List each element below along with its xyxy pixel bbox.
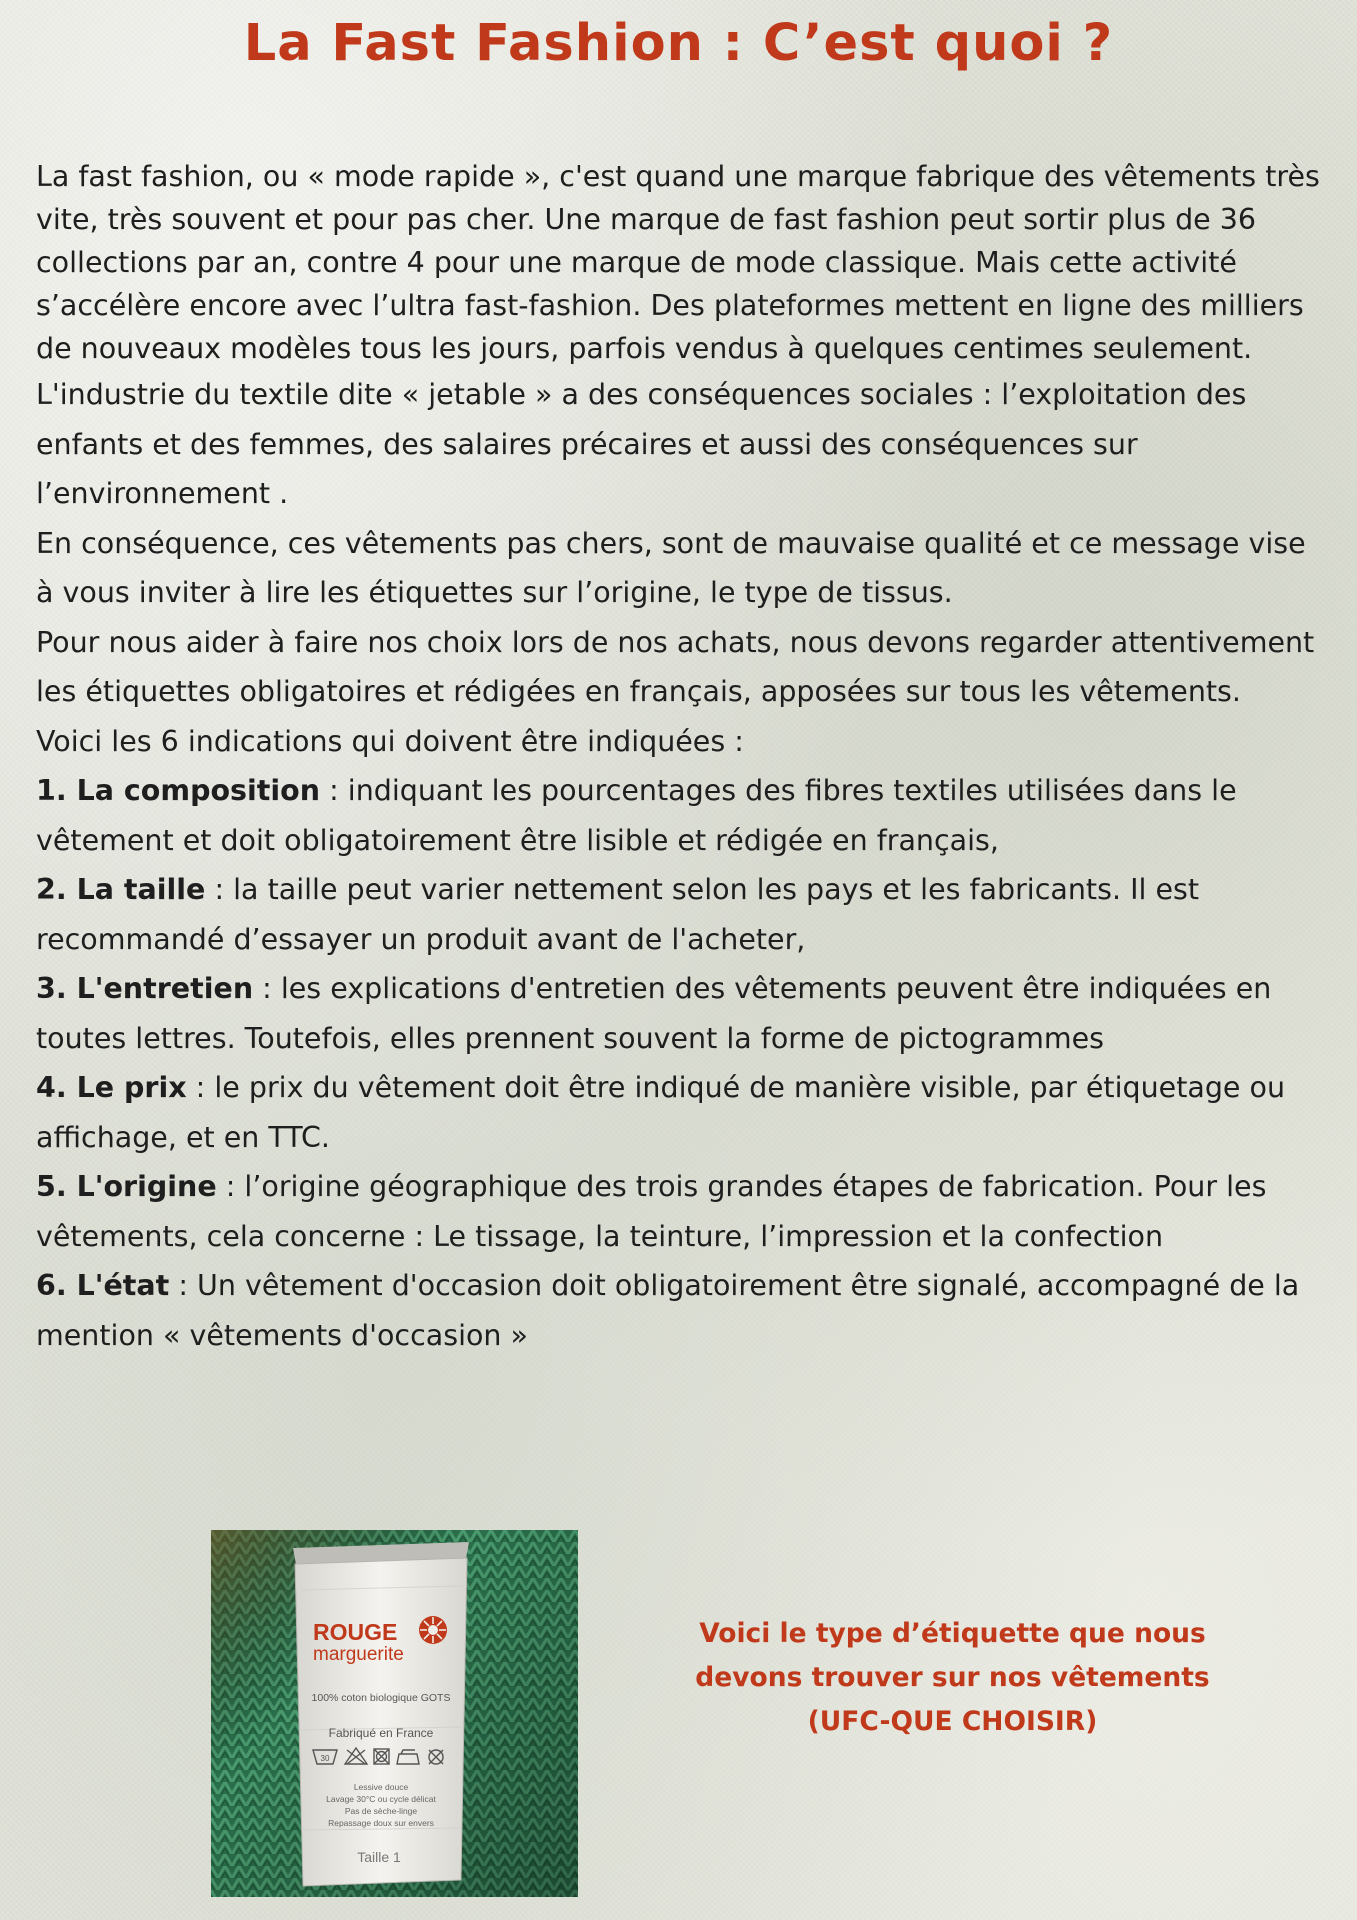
- label-care-line: Pas de sèche-linge: [344, 1806, 418, 1816]
- indication-text: la taille peut varier nettement selon les pays et les fabricants. Il est recommandé d’essayer un produit avant de l'acheter,: [36, 873, 1200, 956]
- indication-taille: [36, 865, 1326, 964]
- indication-entretien: [36, 964, 1326, 1063]
- indication-label: 5. L'origine: [36, 1170, 217, 1203]
- intro-paragraph: La fast fashion, ou « mode rapide », c'est quand une marque fabrique des vêtements très vite, très souvent et pour pas cher. Une marque de fast fashion peut sortir plus de 36 collections par an, contre 4 pour une marque de mode classique. Mais cette activité s’accélère encore avec l’ultra fast-fashion. Des plateformes mettent en ligne des milliers de nouveaux modèles tous les jours, parfois vendus à quelques centimes seulement.: [36, 160, 1320, 365]
- indication-label: 2. La taille: [36, 873, 206, 906]
- label-size: Taille 1: [357, 1849, 401, 1865]
- body-section: [36, 370, 1326, 1360]
- article-body: [36, 155, 1326, 1360]
- indication-separator: :: [205, 873, 234, 906]
- paragraph-list-intro: Voici les 6 indications qui doivent être indiquées :: [36, 724, 744, 758]
- clothing-label-photo: [211, 1530, 578, 1897]
- indication-text: l’origine géographique des trois grandes étapes de fabrication. Pour les vêtements, cela concerne : Le tissage, la teinture, l’impression et la confection: [36, 1170, 1267, 1253]
- indication-etat: [36, 1261, 1326, 1360]
- paragraph-consequences: L'industrie du textile dite « jetable » a des conséquences sociales : l’exploitation des enfants et des femmes, des salaires précaires et aussi des conséquences sur l’environnement .: [36, 378, 1247, 510]
- label-care-line: Lavage 30°C ou cycle délicat: [326, 1794, 436, 1804]
- caption-source: (UFC-QUE CHOISIR): [807, 1706, 1098, 1737]
- clothing-label-image: [211, 1530, 578, 1897]
- indication-separator: :: [169, 1269, 198, 1302]
- intro-section: [36, 155, 1326, 370]
- indication-label: 3. L'entretien: [36, 972, 254, 1005]
- indication-separator: :: [216, 1170, 245, 1203]
- photo-caption: [680, 1612, 1225, 1744]
- indication-label: 4. Le prix: [36, 1071, 187, 1104]
- label-care-line: Repassage doux sur envers: [328, 1818, 434, 1828]
- indication-text: le prix du vêtement doit être indiqué de manière visible, par étiquetage ou affichage, et en TTC.: [36, 1071, 1286, 1154]
- indication-text: Un vêtement d'occasion doit obligatoirement être signalé, accompagné de la mention « vêtements d'occasion »: [36, 1269, 1300, 1352]
- indication-label: 1. La composition: [36, 774, 321, 807]
- label-care-line: Lessive douce: [353, 1782, 409, 1792]
- page-title: La Fast Fashion : C’est quoi ?: [243, 14, 1114, 73]
- paragraph-labels: Pour nous aider à faire nos choix lors de nos achats, nous devons regarder attentivement les étiquettes obligatoires et rédigées en français, apposées sur tous les vêtements.: [36, 625, 1315, 708]
- label-brand-line2: marguerite: [313, 1644, 404, 1665]
- flower-logo-icon: [419, 1616, 447, 1644]
- indication-text: indiquant les pourcentages des fibres textiles utilisées dans le vêtement et doit obligatoirement être lisible et rédigée en français,: [36, 774, 1237, 857]
- indication-prix: [36, 1063, 1326, 1162]
- label-brand-line1: ROUGE: [313, 1619, 398, 1645]
- indication-separator: :: [186, 1071, 215, 1104]
- label-made-in: Fabriqué en France: [328, 1726, 434, 1740]
- label-wash-temp: 30: [320, 1754, 330, 1763]
- label-fabric: 100% coton biologique GOTS: [311, 1692, 451, 1704]
- caption-line: Voici le type d’étiquette que nous: [699, 1618, 1206, 1649]
- indication-composition: [36, 766, 1326, 865]
- paragraph-quality: En conséquence, ces vêtements pas chers, sont de mauvaise qualité et ce message vise à vous inviter à lire les étiquettes sur l’origine, le type de tissus.: [36, 526, 1306, 609]
- indication-text: les explications d'entretien des vêtements peuvent être indiquées en toutes lettres. Toutefois, elles prennent souvent la forme de pictogrammes: [36, 972, 1272, 1055]
- caption-line: devons trouver sur nos vêtements: [695, 1662, 1210, 1693]
- indication-origine: [36, 1162, 1326, 1261]
- indication-separator: :: [253, 972, 281, 1005]
- indication-separator: :: [320, 774, 348, 807]
- indication-label: 6. L'état: [36, 1269, 170, 1302]
